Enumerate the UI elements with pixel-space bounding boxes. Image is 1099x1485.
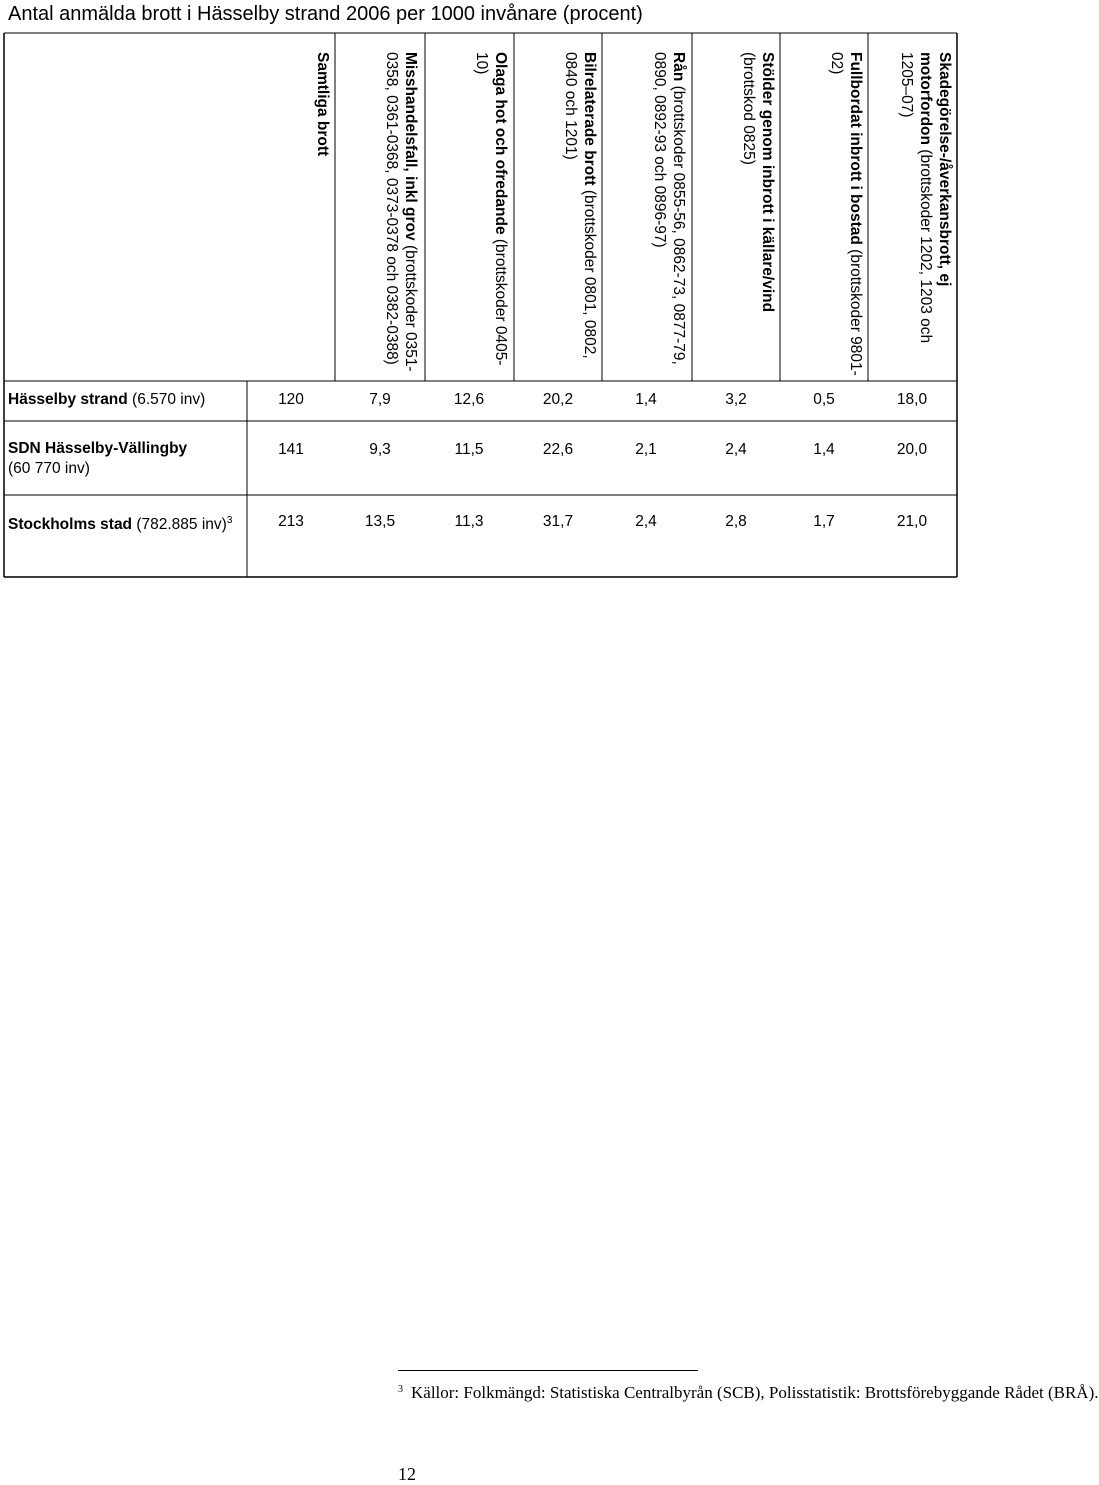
table-cell: 21,0 [896, 513, 928, 530]
column-header: Olaga hot och ofredande (brottskoder 0405-10) [473, 52, 509, 366]
footnote-divider [398, 1370, 698, 1371]
footnote [398, 1383, 1099, 1403]
table-cell: 213 [278, 513, 304, 530]
column-header: Samtliga brott [314, 52, 331, 157]
table-cell: 141 [278, 441, 304, 458]
table-cell: 13,5 [364, 513, 396, 530]
table-cell: 1,4 [635, 391, 657, 408]
table-cell: 3,2 [725, 391, 747, 408]
column-header: Bilrelaterade brott (brottskoder 0801, 0802, 0840 och 1201) [562, 52, 598, 359]
page-number: 12 [398, 1464, 416, 1484]
table-cell: 11,5 [454, 441, 484, 458]
table-cell: 2,8 [725, 513, 747, 530]
table-cell: 2,4 [725, 441, 747, 458]
table-cell: 11,3 [454, 513, 484, 530]
table-cell: 20,0 [896, 441, 928, 458]
footnote-text: Källor: Folkmängd: Statistiska Centralbyrån (SCB), Polisstatistik: Brottsförebyggande Rådet (BRÅ). [411, 1383, 1099, 1402]
row-label: SDN Hässelby-Vällingby (60 770 inv) [8, 440, 188, 477]
table-cell: 7,9 [369, 391, 391, 408]
table-cell: 31,7 [542, 513, 574, 530]
column-header: Skadegörelse-/åverkansbrott, ej motorfordon (brottskoder 1202, 1203 och 1205–07) [898, 52, 953, 344]
row-label: Hässelby strand (6.570 inv) [8, 391, 206, 408]
footnote-marker: 3 [398, 1384, 403, 1395]
table-cell: 2,1 [635, 441, 657, 458]
table-cell: 1,7 [813, 513, 835, 530]
table-cell: 1,4 [813, 441, 835, 458]
table-cell: 120 [278, 391, 304, 408]
table-cell: 9,3 [369, 441, 391, 458]
row-label: Stockholms stad (782.885 inv)$^3$ [8, 515, 233, 533]
column-header: Misshandelsfall, inkl grov (brottskoder 0351-0358, 0361-0368, 0373-0378 och 0382-0388) [383, 52, 419, 372]
table-cell: 22,6 [542, 441, 574, 458]
page-title: Antal anmälda brott i Hässelby strand 2006 per 1000 invånare (procent) [8, 3, 643, 25]
table-cell: 20,2 [542, 391, 574, 408]
column-header: Rån (brottskoder 0855-56, 0862-73, 0877-79, 0890, 0892-93 och 0896-97) [651, 52, 687, 365]
table-cell: 12,6 [453, 391, 485, 408]
table-cell: 18,0 [896, 391, 928, 408]
column-header: Fullbordat inbrott i bostad (brottskoder 9801-02) [828, 52, 864, 376]
table-cell: 0,5 [813, 391, 835, 408]
column-header: Stölder genom inbrott i källare/vind (brottskod 0825) [740, 52, 776, 313]
table-cell: 2,4 [635, 513, 657, 530]
